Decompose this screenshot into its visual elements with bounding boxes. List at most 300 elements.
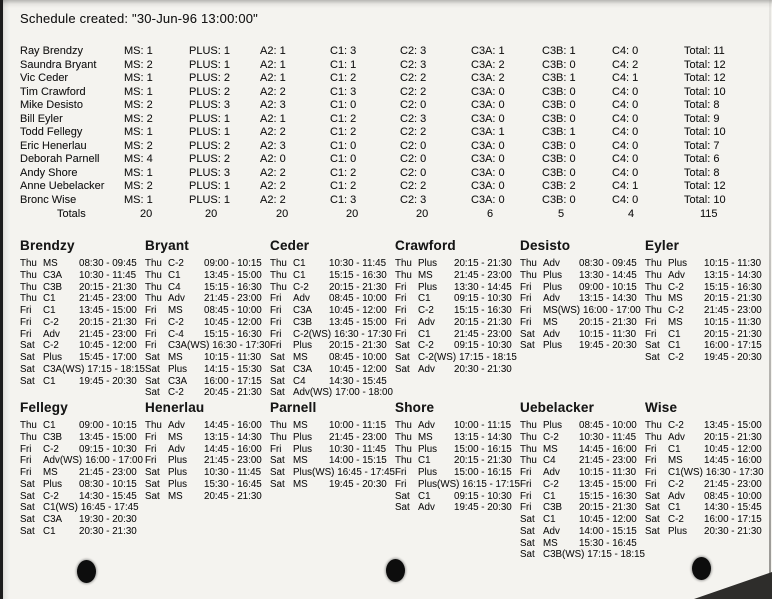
entry-cls: C4 [293, 375, 306, 387]
entry-time: 14:00 - 15:15 [579, 525, 637, 537]
entry-time: 16:00 - 17:15 [204, 375, 262, 387]
entry-time: 15:00 - 16:15 [454, 443, 512, 455]
schedule-entry [145, 317, 270, 329]
summary-cell: Total: 10 [684, 193, 726, 206]
entry-cls: MS(WS) [543, 305, 581, 316]
entry-day: Sat [395, 490, 410, 502]
entry-time: 09:00 - 10:15 [204, 258, 262, 269]
entry-day: Fri [520, 305, 532, 316]
entry-day: Sat [520, 549, 535, 561]
schedule-entry [270, 444, 395, 456]
entry-time: 14:45 - 16:00 [204, 420, 262, 431]
entry-time: 20:15 - 21:30 [454, 455, 512, 467]
schedule-entry [20, 491, 145, 503]
entry-time: 16:00 - 17:15 [704, 514, 762, 525]
schedule-entry [145, 364, 270, 376]
summary-total-cell: 20 [205, 208, 218, 220]
entry-day: Sat [20, 375, 35, 387]
summary-cell: C3B: 1 [542, 126, 576, 138]
summary-cell: Total: 6 [684, 153, 720, 165]
schedule-entry [395, 352, 520, 364]
schedule-entry [20, 432, 145, 444]
entry-time: 14:30 - 15:45 [329, 375, 387, 387]
entry-time: 20:15 - 21:30 [454, 316, 512, 328]
entry-cls: C-2 [418, 305, 434, 316]
entry-day: Sat [270, 455, 285, 467]
schedule-grid-row-2 [20, 400, 765, 561]
entry-time: 13:15 - 14:30 [704, 269, 762, 281]
summary-cell: MS: 2 [124, 139, 153, 152]
entry-day: Thu [645, 269, 662, 281]
entry-day: Thu [145, 293, 162, 305]
entry-cls: Adv [543, 293, 560, 305]
entry-cls: C-2 [668, 420, 684, 431]
schedule-person-name: Parnell [270, 400, 317, 415]
schedule-entry [395, 305, 520, 317]
entry-time: 16:45 - 17:45 [80, 502, 139, 514]
entry-time: 15:15 - 16:30 [704, 281, 762, 293]
entry-cls: C-2 [668, 352, 684, 363]
entry-time: 16:00 - 17:00 [583, 305, 641, 316]
entry-cls: Plus [543, 269, 563, 281]
summary-cell: C4: 1 [612, 180, 639, 192]
summary-cell: A2: 2 [260, 126, 286, 138]
schedule-grid-row-1 [20, 238, 765, 399]
entry-cls: Plus [168, 363, 188, 375]
entry-cls: C1 [668, 502, 681, 514]
schedule-person-name: Brendzy [20, 238, 75, 253]
schedule-person-name: Wise [645, 400, 678, 415]
schedule-entry [270, 432, 395, 444]
summary-row [20, 45, 768, 59]
entry-time: 08:45 - 10:00 [204, 305, 262, 316]
schedule-entry [270, 282, 395, 294]
entry-day: Fri [645, 328, 657, 340]
summary-cell: C1: 2 [330, 180, 357, 192]
entry-cls: C3B [543, 502, 563, 514]
schedule-entry [645, 420, 765, 432]
entry-cls: MS [293, 420, 308, 431]
entry-day: Sat [270, 467, 285, 478]
schedule-entry [145, 467, 270, 479]
entry-time: 08:30 - 09:45 [579, 258, 637, 269]
summary-cell: C3B: 1 [542, 72, 576, 84]
entry-time: 09:15 - 10:30 [454, 340, 512, 352]
summary-cell: C4: 0 [612, 45, 639, 57]
entry-day: Sat [20, 514, 35, 525]
schedule-entry [395, 432, 520, 444]
summary-cell: PLUS: 2 [189, 72, 230, 84]
entry-time: 21:45 - 23:00 [579, 455, 637, 467]
entry-day: Thu [645, 420, 662, 431]
summary-cell: C1: 2 [330, 112, 357, 125]
schedule-entry [395, 467, 520, 479]
entry-time: 10:30 - 11:45 [329, 258, 387, 269]
summary-cell: C3B: 0 [542, 153, 576, 165]
entry-time: 10:45 - 12:00 [704, 443, 762, 455]
entry-cls: C1(WS) [668, 467, 703, 478]
entry-cls: Plus [668, 258, 688, 269]
summary-cell: C3B: 1 [542, 45, 576, 57]
entry-day: Thu [20, 258, 37, 269]
entry-time: 16:45 - 17:45 [337, 467, 395, 478]
binder-hole [77, 560, 96, 583]
schedule-entry [520, 526, 645, 538]
schedule-entry [145, 479, 270, 491]
entry-day: Fri [395, 293, 407, 305]
summary-cell: Total: 7 [684, 139, 720, 152]
summary-cell: MS: 2 [124, 180, 153, 192]
entry-time: 19:45 - 20:30 [579, 340, 637, 352]
entry-day: Fri [520, 316, 532, 328]
schedule-entry [520, 455, 645, 467]
entry-cls: C1 [43, 420, 56, 431]
summary-cell: A2: 2 [260, 180, 286, 192]
entry-time: 09:15 - 10:30 [454, 293, 512, 305]
entry-cls: MS [668, 316, 683, 328]
schedule-column-parnell [270, 400, 395, 561]
entry-time: 21:45 - 23:00 [79, 328, 137, 340]
entry-time: 09:15 - 10:30 [79, 443, 137, 455]
entry-time: 15:30 - 16:45 [204, 478, 262, 490]
entry-time: 16:00 - 17:15 [704, 340, 762, 352]
schedule-entry [20, 420, 145, 432]
schedule-entry [520, 317, 645, 329]
entry-time: 10:30 - 11:45 [329, 443, 387, 455]
entry-day: Sat [270, 375, 285, 387]
schedule-entry [395, 329, 520, 341]
entry-cls: C-2(WS) [418, 352, 457, 363]
person-name: Bronc Wise [20, 193, 77, 206]
entry-day: Fri [145, 340, 157, 352]
entry-day: Fri [395, 316, 407, 328]
schedule-entry [145, 258, 270, 270]
schedule-person-name: Uebelacker [520, 400, 595, 415]
entry-time: 13:45 - 15:00 [579, 478, 637, 490]
entry-cls: Adv [293, 293, 310, 305]
entry-day: Fri [520, 502, 532, 514]
entry-cls: Plus [543, 420, 563, 431]
entry-day: Fri [145, 328, 157, 340]
entry-cls: C-2 [543, 431, 559, 443]
entry-day: Thu [145, 258, 162, 269]
schedule-person-name: Eyler [645, 238, 680, 253]
summary-cell: Total: 9 [684, 112, 720, 125]
entry-day: Fri [270, 328, 282, 340]
entry-cls: C1 [668, 443, 681, 455]
schedule-entry [645, 444, 765, 456]
schedule-entry [645, 455, 765, 467]
summary-total-cell: 20 [416, 208, 429, 220]
entry-time: 20:15 - 21:30 [329, 340, 387, 352]
summary-cell: C2: 0 [400, 99, 427, 111]
summary-row [20, 86, 768, 100]
summary-cell: A2: 1 [260, 112, 286, 125]
entry-time: 21:45 - 23:00 [704, 478, 762, 490]
summary-cell: C3B: 0 [542, 85, 576, 98]
person-name: Vic Ceder [20, 72, 69, 84]
entry-time: 17:00 - 18:00 [335, 387, 393, 399]
schedule-entry [145, 270, 270, 282]
entry-time: 17:15 - 18:15 [459, 352, 517, 363]
entry-cls: Plus [293, 340, 313, 352]
schedule-entry [270, 305, 395, 317]
entry-day: Sat [270, 478, 285, 490]
schedule-entry [645, 317, 765, 329]
entry-day: Fri [20, 305, 32, 316]
entry-day: Thu [20, 420, 37, 431]
entry-cls: Adv [543, 467, 560, 478]
schedule-entry [520, 270, 645, 282]
schedule-entry [395, 491, 520, 503]
entry-time: 10:15 - 11:30 [579, 328, 637, 340]
summary-cell: PLUS: 3 [189, 99, 230, 111]
schedule-column-shore [395, 400, 520, 561]
entry-cls: Adv [418, 363, 435, 375]
entry-time: 08:45 - 10:00 [704, 490, 762, 502]
entry-day: Thu [20, 281, 37, 293]
entry-time: 10:15 - 11:30 [579, 467, 637, 478]
schedule-entry [270, 376, 395, 388]
person-name: Bill Eyler [20, 112, 63, 125]
summary-cell: C2: 2 [400, 180, 427, 192]
summary-cell: C2: 3 [400, 58, 427, 71]
entry-cls: Plus [543, 340, 563, 352]
entry-day: Thu [20, 269, 37, 281]
schedule-entry [20, 305, 145, 317]
schedule-entry [395, 420, 520, 432]
summary-cell: A2: 1 [260, 72, 286, 84]
entry-time: 09:00 - 10:15 [579, 281, 637, 293]
entry-day: Thu [270, 420, 287, 431]
entry-day: Fri [20, 467, 32, 478]
entry-day: Fri [645, 467, 657, 478]
entry-time: 17:15 - 18:15 [587, 549, 645, 561]
entry-cls: Plus [293, 443, 313, 455]
entry-cls: C3A [43, 269, 63, 281]
entry-day: Thu [270, 269, 287, 281]
schedule-entry [645, 526, 765, 538]
schedule-entry [645, 293, 765, 305]
summary-row [20, 99, 768, 113]
summary-total-cell: 115 [700, 208, 718, 220]
entry-cls: C-2 [43, 316, 59, 328]
page-corner-shadow [694, 572, 772, 599]
entry-cls: C1 [43, 525, 56, 537]
summary-cell: MS: 1 [124, 126, 153, 138]
summary-cell: A2: 3 [260, 139, 286, 152]
entry-day: Sat [20, 502, 35, 514]
entry-time: 21:45 - 23:00 [204, 293, 262, 305]
entry-time: 14:45 - 16:00 [204, 443, 262, 455]
totals-label: Totals [57, 208, 86, 220]
schedule-column-wise [645, 400, 765, 561]
entry-day: Fri [520, 478, 532, 490]
schedule-entry [145, 329, 270, 341]
entry-time: 08:45 - 10:00 [579, 420, 637, 431]
summary-cell: C2: 2 [400, 126, 427, 138]
entry-time: 13:30 - 14:45 [454, 281, 512, 293]
entry-time: 13:15 - 14:30 [454, 431, 512, 443]
summary-cell: C4: 0 [612, 112, 639, 125]
entry-day: Fri [520, 293, 532, 305]
summary-cell: C3A: 2 [471, 58, 505, 71]
summary-cell: C1: 2 [330, 166, 357, 179]
entry-cls: C-2 [543, 478, 559, 490]
entry-cls: C3B [43, 431, 63, 443]
schedule-person-name: Henerlau [145, 400, 205, 415]
entry-cls: C1 [293, 258, 306, 269]
summary-cell: MS: 1 [124, 45, 153, 57]
schedule-entry [520, 340, 645, 352]
schedule-entry [270, 270, 395, 282]
entry-day: Fri [20, 455, 32, 467]
entry-time: 10:15 - 11:30 [704, 316, 762, 328]
entry-cls: C3A(WS) [43, 363, 85, 375]
entry-cls: MS [668, 455, 683, 467]
schedule-entry [520, 305, 645, 317]
schedule-entry [645, 502, 765, 514]
entry-cls: C-2(WS) [293, 328, 332, 340]
summary-cell: PLUS: 1 [189, 58, 230, 71]
schedule-column-uebelacker [520, 400, 645, 561]
entry-cls: C1 [543, 514, 556, 525]
entry-cls: MS [418, 269, 433, 281]
entry-cls: MS [168, 352, 183, 363]
entry-time: 21:45 - 23:00 [704, 305, 762, 316]
person-name: Saundra Bryant [20, 58, 97, 71]
entry-time: 14:45 - 16:00 [704, 455, 762, 467]
entry-cls: C1 [543, 490, 556, 502]
entry-cls: C3B [293, 316, 313, 328]
entry-day: Sat [145, 352, 160, 363]
entry-day: Fri [145, 455, 157, 467]
schedule-column-desisto [520, 238, 645, 399]
entry-day: Sat [520, 514, 535, 525]
summary-cell: C3A: 1 [471, 126, 505, 138]
entry-time: 20:15 - 21:30 [704, 431, 762, 443]
summary-cell: A2: 2 [260, 85, 286, 98]
schedule-entry [520, 491, 645, 503]
entry-time: 21:45 - 23:00 [79, 293, 137, 305]
schedule-entry [20, 270, 145, 282]
entry-cls: C-2 [43, 443, 59, 455]
entry-cls: C3A [293, 363, 313, 375]
entry-cls: C1 [43, 375, 56, 387]
entry-cls: C-4 [168, 328, 184, 340]
entry-cls: C-2 [668, 281, 684, 293]
entry-time: 19:45 - 20:30 [79, 375, 137, 387]
entry-time: 14:30 - 15:45 [79, 490, 137, 502]
summary-cell: C1: 2 [330, 126, 357, 138]
entry-day: Fri [145, 316, 157, 328]
summary-cell: C3B: 0 [542, 193, 576, 206]
entry-day: Thu [520, 269, 537, 281]
summary-cell: C1: 3 [330, 45, 357, 57]
schedule-column-henerlau [145, 400, 270, 561]
scan-edge-right [769, 0, 771, 599]
entry-cls: Plus [43, 352, 63, 363]
entry-day: Fri [20, 443, 32, 455]
schedule-entry [645, 329, 765, 341]
summary-cell: C2: 3 [400, 193, 427, 206]
summary-cell: C4: 1 [612, 72, 639, 84]
schedule-entry [520, 444, 645, 456]
summary-row [20, 180, 768, 194]
entry-time: 10:45 - 12:00 [329, 363, 387, 375]
entry-day: Sat [20, 340, 35, 352]
entry-day: Thu [520, 455, 537, 467]
schedule-entry [20, 258, 145, 270]
entry-cls: C-2 [418, 340, 434, 352]
entry-cls: C4 [543, 455, 556, 467]
summary-row [20, 59, 768, 73]
summary-cell: C4: 0 [612, 126, 639, 138]
entry-day: Sat [270, 352, 285, 363]
entry-time: 21:45 - 23:00 [454, 328, 512, 340]
schedule-entry [395, 293, 520, 305]
entry-day: Sat [145, 375, 160, 387]
entry-cls: MS [168, 431, 183, 443]
entry-day: Thu [145, 281, 162, 293]
entry-cls: MS [168, 305, 183, 316]
entry-cls: Adv [168, 443, 185, 455]
entry-day: Sat [645, 514, 660, 525]
schedule-column-bryant [145, 238, 270, 399]
summary-cell: PLUS: 1 [189, 126, 230, 138]
entry-time: 20:45 - 21:30 [204, 490, 262, 502]
entry-cls: MS [543, 443, 558, 455]
entry-day: Fri [145, 305, 157, 316]
entry-time: 21:45 - 23:00 [79, 467, 137, 478]
entry-day: Thu [645, 431, 662, 443]
summary-row [20, 194, 768, 208]
entry-time: 20:30 - 21:30 [704, 525, 762, 537]
summary-cell: C2: 0 [400, 153, 427, 165]
entry-time: 10:15 - 11:30 [704, 258, 762, 269]
schedule-entry [645, 270, 765, 282]
entry-cls: Adv [543, 328, 560, 340]
entry-day: Fri [645, 455, 657, 467]
schedule-entry [20, 526, 145, 538]
entry-day: Thu [20, 431, 37, 443]
entry-time: 21:45 - 23:00 [454, 269, 512, 281]
schedule-entry [20, 444, 145, 456]
entry-cls: C1 [418, 293, 431, 305]
entry-time: 16:00 - 17:00 [85, 455, 143, 467]
entry-day: Fri [270, 340, 282, 352]
schedule-person-name: Desisto [520, 238, 571, 253]
entry-cls: Adv [43, 328, 60, 340]
summary-cell: Total: 8 [684, 166, 720, 179]
entry-time: 15:15 - 16:30 [204, 281, 262, 293]
entry-time: 20:45 - 21:30 [204, 387, 262, 399]
entry-cls: Adv [418, 420, 435, 431]
binder-hole [386, 559, 405, 582]
schedule-column-fellegy [20, 400, 145, 561]
summary-cell: C4: 0 [612, 166, 639, 179]
entry-cls: C3A [43, 514, 63, 525]
entry-day: Thu [645, 258, 662, 269]
schedule-column-brendzy [20, 238, 145, 399]
person-name: Todd Fellegy [20, 126, 83, 138]
schedule-column-eyler [645, 238, 765, 399]
entry-cls: Adv [668, 269, 685, 281]
entry-time: 10:30 - 11:45 [579, 431, 637, 443]
summary-cell: C3B: 0 [542, 139, 576, 152]
entry-cls: Plus [43, 478, 63, 490]
summary-cell: Total: 12 [684, 180, 726, 192]
